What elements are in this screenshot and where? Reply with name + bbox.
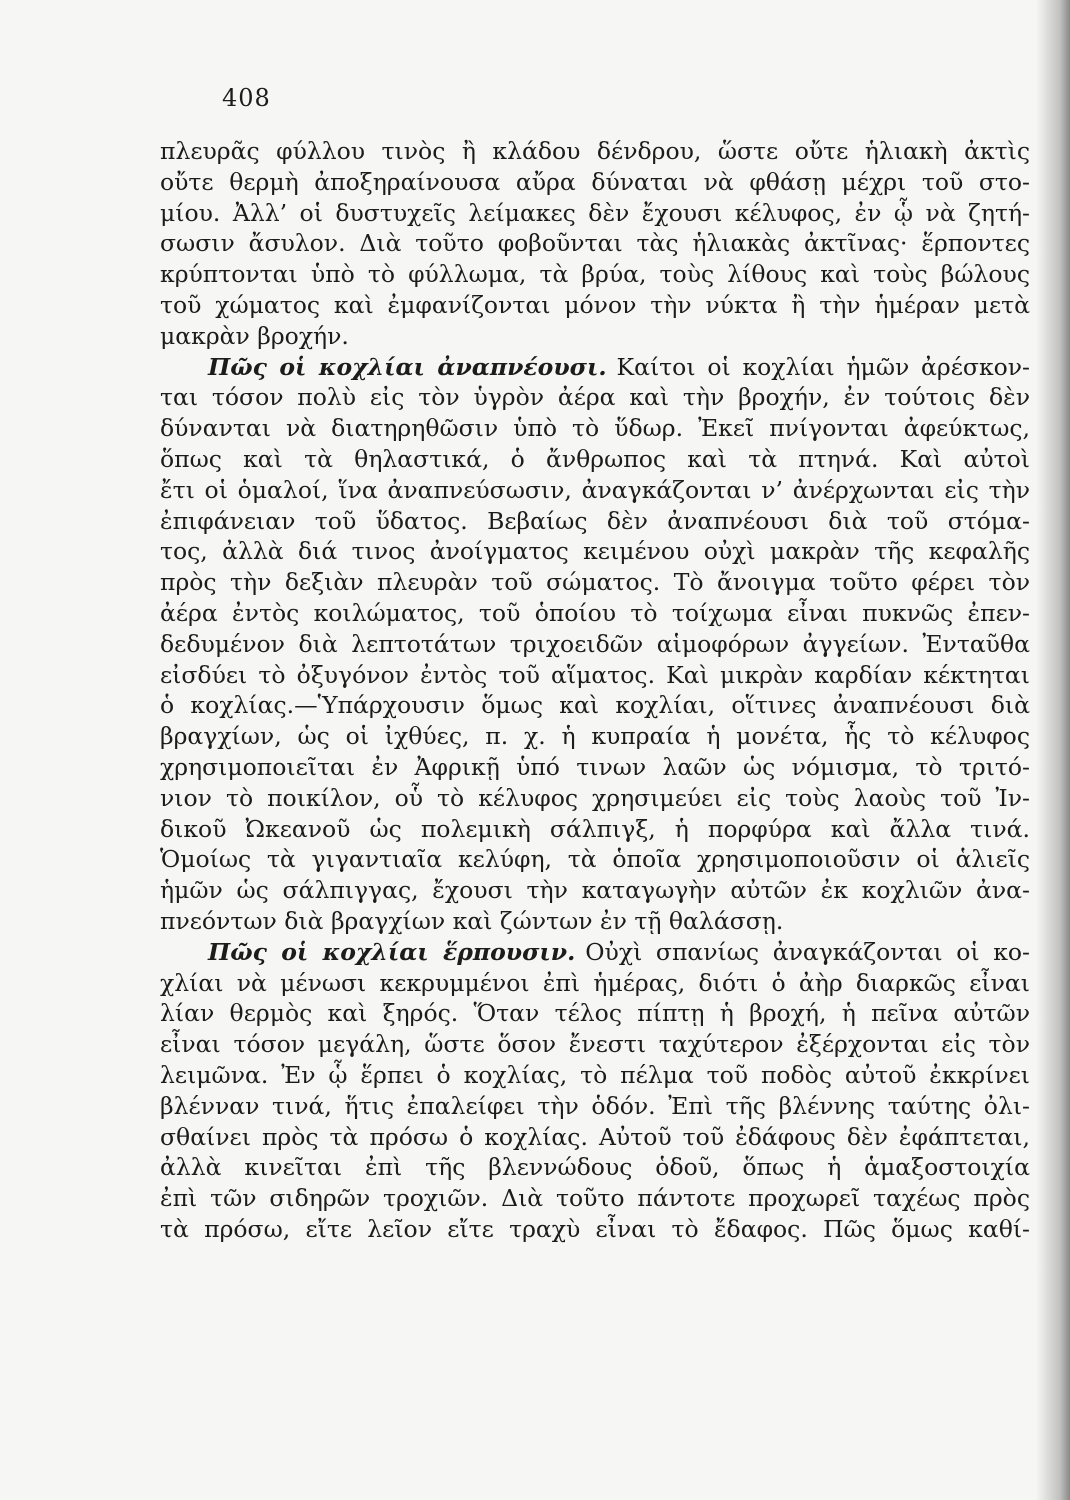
- text-line: ὁ κοχλίας.—Ὑπάρχουσιν ὅμως καὶ κοχλίαι, οἵτινες ἀναπνέουσι διὰ: [160, 691, 1030, 720]
- text-line: εἰσδύει τὸ ὀξυγόνον ἐντὸς τοῦ αἵματος. Καὶ μικρὰν καρδίαν κέκτηται: [160, 660, 1030, 689]
- text-line: χλίαι νὰ μένωσι κεκρυμμένοι ἐπὶ ἡμέρας, διότι ὁ ἀὴρ διαρκῶς εἶναι: [160, 968, 1030, 997]
- page-number: 408: [222, 84, 271, 112]
- text-line: νιον τὸ ποικίλον, οὗ τὸ κέλυφος χρησιμεύει εἰς τοὺς λαοὺς τοῦ Ἰν-: [160, 783, 1030, 812]
- text-line: ὅπως καὶ τὰ θηλαστικά, ὁ ἄνθρωπος καὶ τὰ πτηνά. Καὶ αὐτοὶ: [160, 444, 1030, 473]
- paragraph-first-line: [160, 352, 1030, 383]
- text-line: μακρὰν βροχήν.: [160, 321, 349, 350]
- text-line: τος, ἀλλὰ διά τινος ἀνοίγματος κειμένου οὐχὶ μακρὰν τῆς κεφαλῆς: [160, 537, 1030, 566]
- text-line: ἐπὶ τῶν σιδηρῶν τροχιῶν. Διὰ τοῦτο πάντοτε προχωρεῖ ταχέως πρὸς: [160, 1184, 1030, 1213]
- text-line: λίαν θερμὸς καὶ ξηρός. Ὅταν τέλος πίπτῃ ἡ βροχή, ἡ πεῖνα αὐτῶν: [160, 999, 1030, 1028]
- text-line: ἐπιφάνειαν τοῦ ὕδατος. Βεβαίως δὲν ἀναπνέουσι διὰ τοῦ στόμα-: [160, 506, 1030, 535]
- text-line: δύνανται νὰ διατηρηθῶσιν ὑπὸ τὸ ὕδωρ. Ἐκεῖ πνίγονται ἀφεύκτως,: [160, 414, 1030, 443]
- text-line: κρύπτονται ὑπὸ τὸ φύλλωμα, τὰ βρύα, τοὺς λίθους καὶ τοὺς βώλους: [160, 260, 1030, 289]
- section-heading: Πῶς οἱ κοχλίαι ἀναπνέουσι.: [208, 352, 607, 381]
- text-line: λειμῶνα. Ἐν ᾧ ἕρπει ὁ κοχλίας, τὸ πέλμα τοῦ ποδὸς αὐτοῦ ἐκκρίνει: [160, 1060, 1030, 1089]
- text-line: πνεόντων διὰ βραγχίων καὶ ζώντων ἐν τῇ θαλάσσῃ.: [160, 906, 784, 935]
- text-line: μίου. Ἀλλ’ οἱ δυστυχεῖς λείμακες δὲν ἔχουσι κέλυφος, ἐν ᾧ νὰ ζητή-: [160, 198, 1030, 227]
- text-line: εἶναι τόσον μεγάλη, ὥστε ὅσον ἔνεστι ταχύτερον ἐξέρχονται εἰς τὸν: [160, 1030, 1030, 1059]
- text-line: σθαίνει πρὸς τὰ πρόσω ὁ κοχλίας. Αὐτοῦ τοῦ ἐδάφους δὲν ἐφάπτεται,: [160, 1122, 1030, 1151]
- text-line: βλένναν τινά, ἥτις ἐπαλείφει τὴν ὁδόν. Ἐπὶ τῆς βλέννης ταύτης ὀλι-: [160, 1091, 1030, 1120]
- text-line: δικοῦ Ὠκεανοῦ ὡς πολεμικὴ σάλπιγξ, ἡ πορφύρα καὶ ἄλλα τινά.: [160, 814, 1030, 843]
- text-line: τὰ πρόσω, εἴτε λεῖον εἴτε τραχὺ εἶναι τὸ ἔδαφος. Πῶς ὅμως καθί-: [160, 1214, 1030, 1243]
- text-line: ἔτι οἱ ὁμαλοί, ἵνα ἀναπνεύσωσιν, ἀναγκάζονται ν’ ἀνέρχωνται εἰς τὴν: [160, 475, 1030, 504]
- text-line: χρησιμοποιεῖται ἐν Ἀφρικῇ ὑπό τινων λαῶν ὡς νόμισμα, τὸ τριτό-: [160, 752, 1030, 781]
- text-line: βραγχίων, ὡς οἱ ἰχθύες, π. χ. ἡ κυπραία ἡ μονέτα, ἧς τὸ κέλυφος: [160, 722, 1030, 751]
- text-line: Ὁμοίως τὰ γιγαντιαῖα κελύφη, τὰ ὁποῖα χρησιμοποιοῦσιν οἱ ἁλιεῖς: [160, 845, 1030, 874]
- section-heading: Πῶς οἱ κοχλίαι ἕρπουσιν.: [208, 937, 576, 966]
- paragraph-first-line: [160, 937, 1030, 968]
- text-line: ἀλλὰ κινεῖται ἐπὶ τῆς βλεννώδους ὁδοῦ, ὅπως ἡ ἁμαξοστοιχία: [160, 1153, 1030, 1182]
- text-line: πλευρᾶς φύλλου τινὸς ἢ κλάδου δένδρου, ὥστε οὔτε ἡλιακὴ ἀκτὶς: [160, 137, 1030, 165]
- text-line: τοῦ χώματος καὶ ἐμφανίζονται μόνον τὴν νύκτα ἢ τὴν ἡμέραν μετὰ: [160, 290, 1030, 319]
- text-line: ἀέρα ἐντὸς κοιλώματος, τοῦ ὁποίου τὸ τοίχωμα εἶναι πυκνῶς ἐπεν-: [160, 598, 1030, 627]
- body-text: [160, 136, 1030, 1245]
- text-line: πρὸς τὴν δεξιὰν πλευρὰν τοῦ σώματος. Τὸ ἄνοιγμα τοῦτο φέρει τὸν: [160, 568, 1030, 597]
- text-line: οὔτε θερμὴ ἀποξηραίνουσα αὔρα δύναται νὰ φθάσῃ μέχρι τοῦ στο-: [160, 167, 1030, 196]
- text-line: σωσιν ἄσυλον. Διὰ τοῦτο φοβοῦνται τὰς ἡλιακὰς ἀκτῖνας· ἕρποντες: [160, 229, 1030, 258]
- text-line: Οὐχὶ σπανίως ἀναγκάζονται οἱ κο-: [585, 937, 1030, 966]
- text-line: ται τόσον πολὺ εἰς τὸν ὑγρὸν ἀέρα καὶ τὴν βροχήν, ἐν τούτοις δὲν: [160, 383, 1030, 412]
- text-line: ἡμῶν ὡς σάλπιγγας, ἔχουσι τὴν καταγωγὴν αὐτῶν ἐκ κοχλιῶν ἀνα-: [160, 876, 1030, 905]
- text-line: δεδυμένον διὰ λεπτοτάτων τριχοειδῶν αἱμοφόρων ἀγγείων. Ἐνταῦθα: [160, 629, 1030, 658]
- text-line: Καίτοι οἱ κοχλίαι ἡμῶν ἀρέσκον-: [616, 352, 1031, 381]
- page-edge-shadow: [1036, 0, 1070, 1500]
